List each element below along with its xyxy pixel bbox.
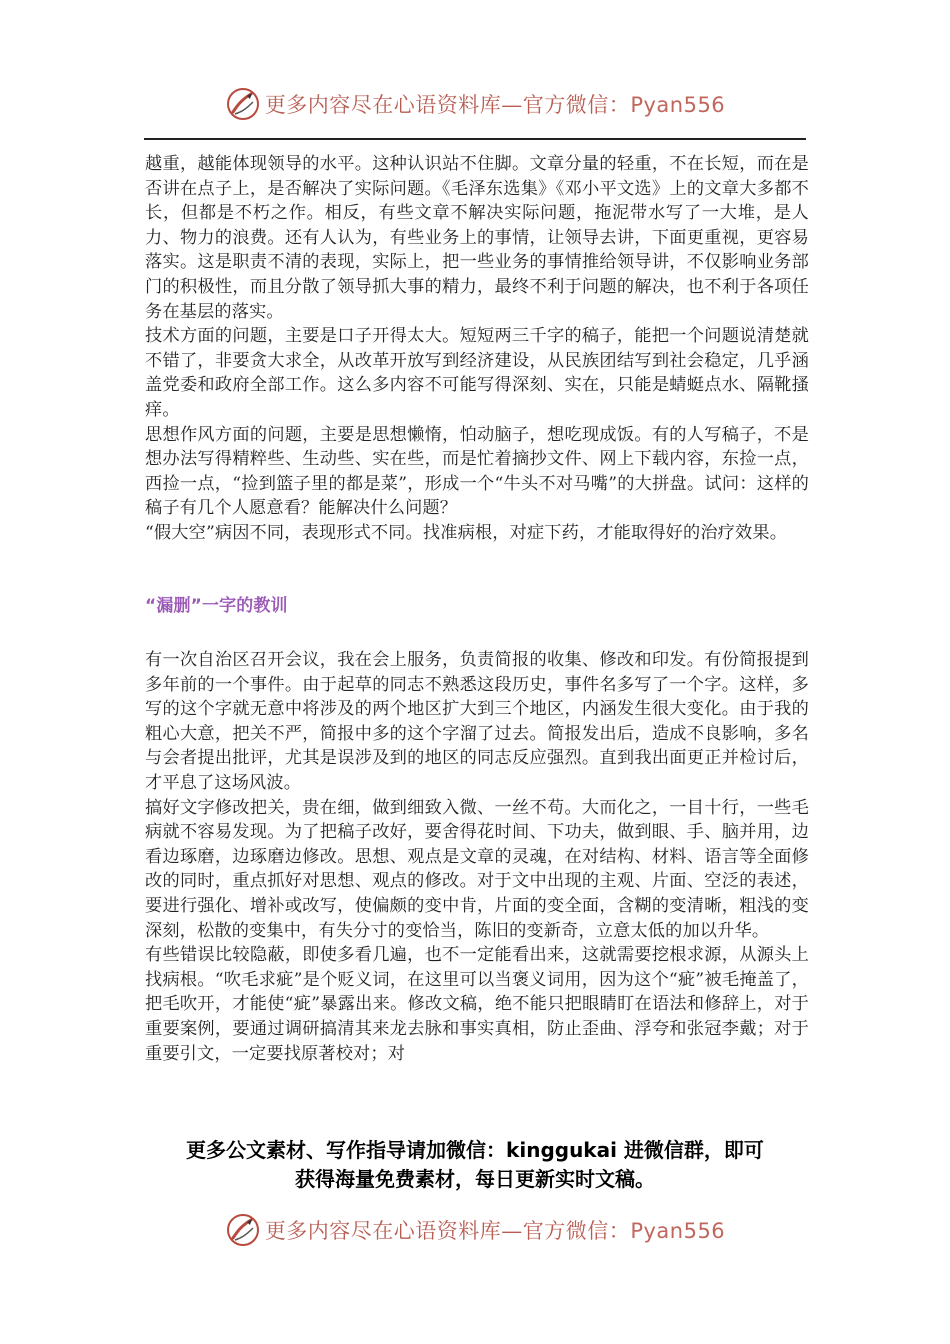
pen-scroll-logo-icon	[225, 86, 261, 122]
section-heading: “漏删”一字的教训	[145, 595, 288, 616]
body-paragraph: 技术方面的问题，主要是口子开得太大。短短两三千字的稿子，能把一个问题说清楚就不错了，非要贪大求全，从改革开放写到经济建设，从民族团结写到社会稳定，几乎涵盖党委和政府全部工作。这么多内容不可能写得深刻、实在，只能是蜻蜓点水、隔靴搔痒。	[145, 326, 809, 420]
header-banner	[0, 84, 950, 124]
body-paragraph: 有些错误比较隐蔽，即使多看几遍，也不一定能看出来，这就需要挖根求源，从源头上找病根。“吹毛求疵”是个贬义词，在这里可以当褒义词用，因为这个“疵”被毛掩盖了，把毛吹开，才能使“疵”暴露出来。修改文稿，绝不能只把眼睛盯在语法和修辞上，对于重要案例，要通过调研搞清其来龙去脉和事实真相，防止歪曲、浮夸和张冠李戴；对于重要引文，一定要找原著校对；对	[145, 945, 809, 1064]
header-banner-text: 更多内容尽在心语资料库—官方微信：Pyan556	[264, 93, 726, 117]
footer-banner	[0, 1210, 950, 1250]
body-paragraph: 越重，越能体现领导的水平。这种认识站不住脚。文章分量的轻重，不在长短，而在是否讲在点子上，是否解决了实际问题。《毛泽东选集》《邓小平文选》上的文章大多都不长，但都是不朽之作。相反，有些文章不解决实际问题，拖泥带水写了一大堆，是人力、物力的浪费。还有人认为，有些业务上的事情，让领导去讲，下面更重视，更容易落实。这是职责不清的表现，实际上，把一些业务的事情推给领导讲，不仅影响业务部门的积极性，而且分散了领导抓大事的精力，最终不利于问题的解决，也不利于各项任务在基层的落实。	[145, 154, 809, 322]
body-paragraph: 有一次自治区召开会议，我在会上服务，负责简报的收集、修改和印发。有份简报提到多年前的一个事件。由于起草的同志不熟悉这段历史，事件名多写了一个字。这样，多写的这个字就无意中将涉及的两个地区扩大到三个地区，内涵发生很大变化。由于我的粗心大意，把关不严，简报中多的这个字溜了过去。简报发出后，造成不良影响，多名与会者提出批评，尤其是误涉及到的地区的同志反应强烈。直到我出面更正并检讨后，才平息了这场风波。	[145, 650, 809, 794]
body-paragraph: 搞好文字修改把关，贵在细，做到细致入微、一丝不苟。大而化之，一目十行，一些毛病就不容易发现。为了把稿子改好，要舍得花时间、下功夫，做到眼、手、脑并用，边看边琢磨，边琢磨边修改。思想、观点是文章的灵魂，在对结构、材料、语言等全面修改的同时，重点抓好对思想、观点的修改。对于文中出现的主观、片面、空泛的表述，要进行强化、增补或改写，使偏颇的变中肯，片面的变全面，含糊的变清晰，粗浅的变深刻，松散的变集中，有失分寸的变恰当，陈旧的变新奇，立意太低的加以升华。	[145, 797, 809, 941]
header-divider	[144, 138, 806, 140]
promo-line-2: 获得海量免费素材，每日更新实时文稿。	[295, 1167, 655, 1191]
footer-banner-text: 更多内容尽在心语资料库—官方微信：Pyan556	[264, 1219, 726, 1243]
body-paragraph: 思想作风方面的问题，主要是思想懒惰，怕动脑子，想吃现成饭。有的人写稿子，不是想办法写得精粹些、生动些、实在些，而是忙着摘抄文件、网上下载内容，东捡一点，西捡一点，“捡到篮子里的都是菜”，形成一个“牛头不对马嘴”的大拼盘。试问：这样的稿子有几个人愿意看？能解决什么问题？	[145, 424, 809, 519]
body-paragraph: “假大空”病因不同，表现形式不同。找准病根，对症下药，才能取得好的治疗效果。	[145, 522, 788, 543]
document-body	[145, 152, 809, 1066]
pen-scroll-logo-icon	[225, 1212, 261, 1248]
promo-line-1: 更多公文素材、写作指导请加微信：kinggukai 进微信群，即可	[186, 1138, 764, 1162]
promo-notice	[100, 1136, 850, 1194]
